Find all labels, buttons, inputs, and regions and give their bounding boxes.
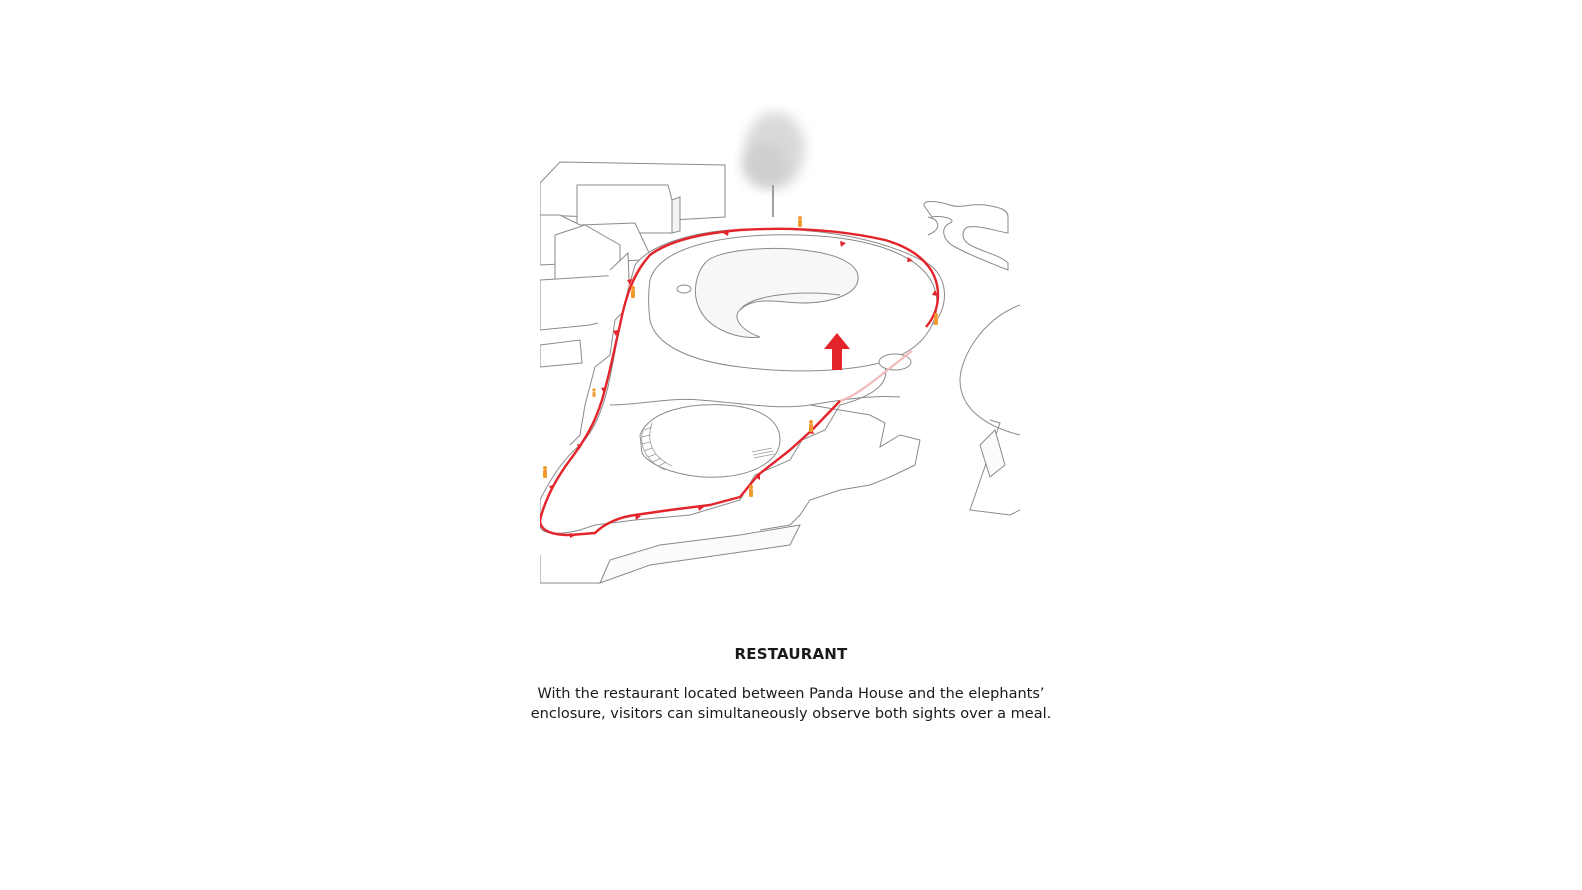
serpentine-structure <box>924 201 1008 270</box>
visitor-icon <box>592 388 595 397</box>
visitor-icon <box>749 485 753 497</box>
tree-top <box>743 112 805 217</box>
caption-title: RESTAURANT <box>734 645 848 663</box>
visitor-icon <box>543 466 547 478</box>
caption-line: enclosure, visitors can simultaneously observe both sights over a meal. <box>530 706 1052 722</box>
site-axonometric-diagram <box>540 105 1020 590</box>
visitor-icon <box>631 286 635 298</box>
visitor-icon <box>798 216 802 227</box>
caption-line: With the restaurant located between Panda House and the elephants’ <box>537 686 1045 702</box>
visitor-icon <box>809 420 813 432</box>
visitor-icon <box>934 313 938 325</box>
elephant-enclosure-edge <box>960 305 1020 515</box>
caption-body <box>0 684 1582 724</box>
